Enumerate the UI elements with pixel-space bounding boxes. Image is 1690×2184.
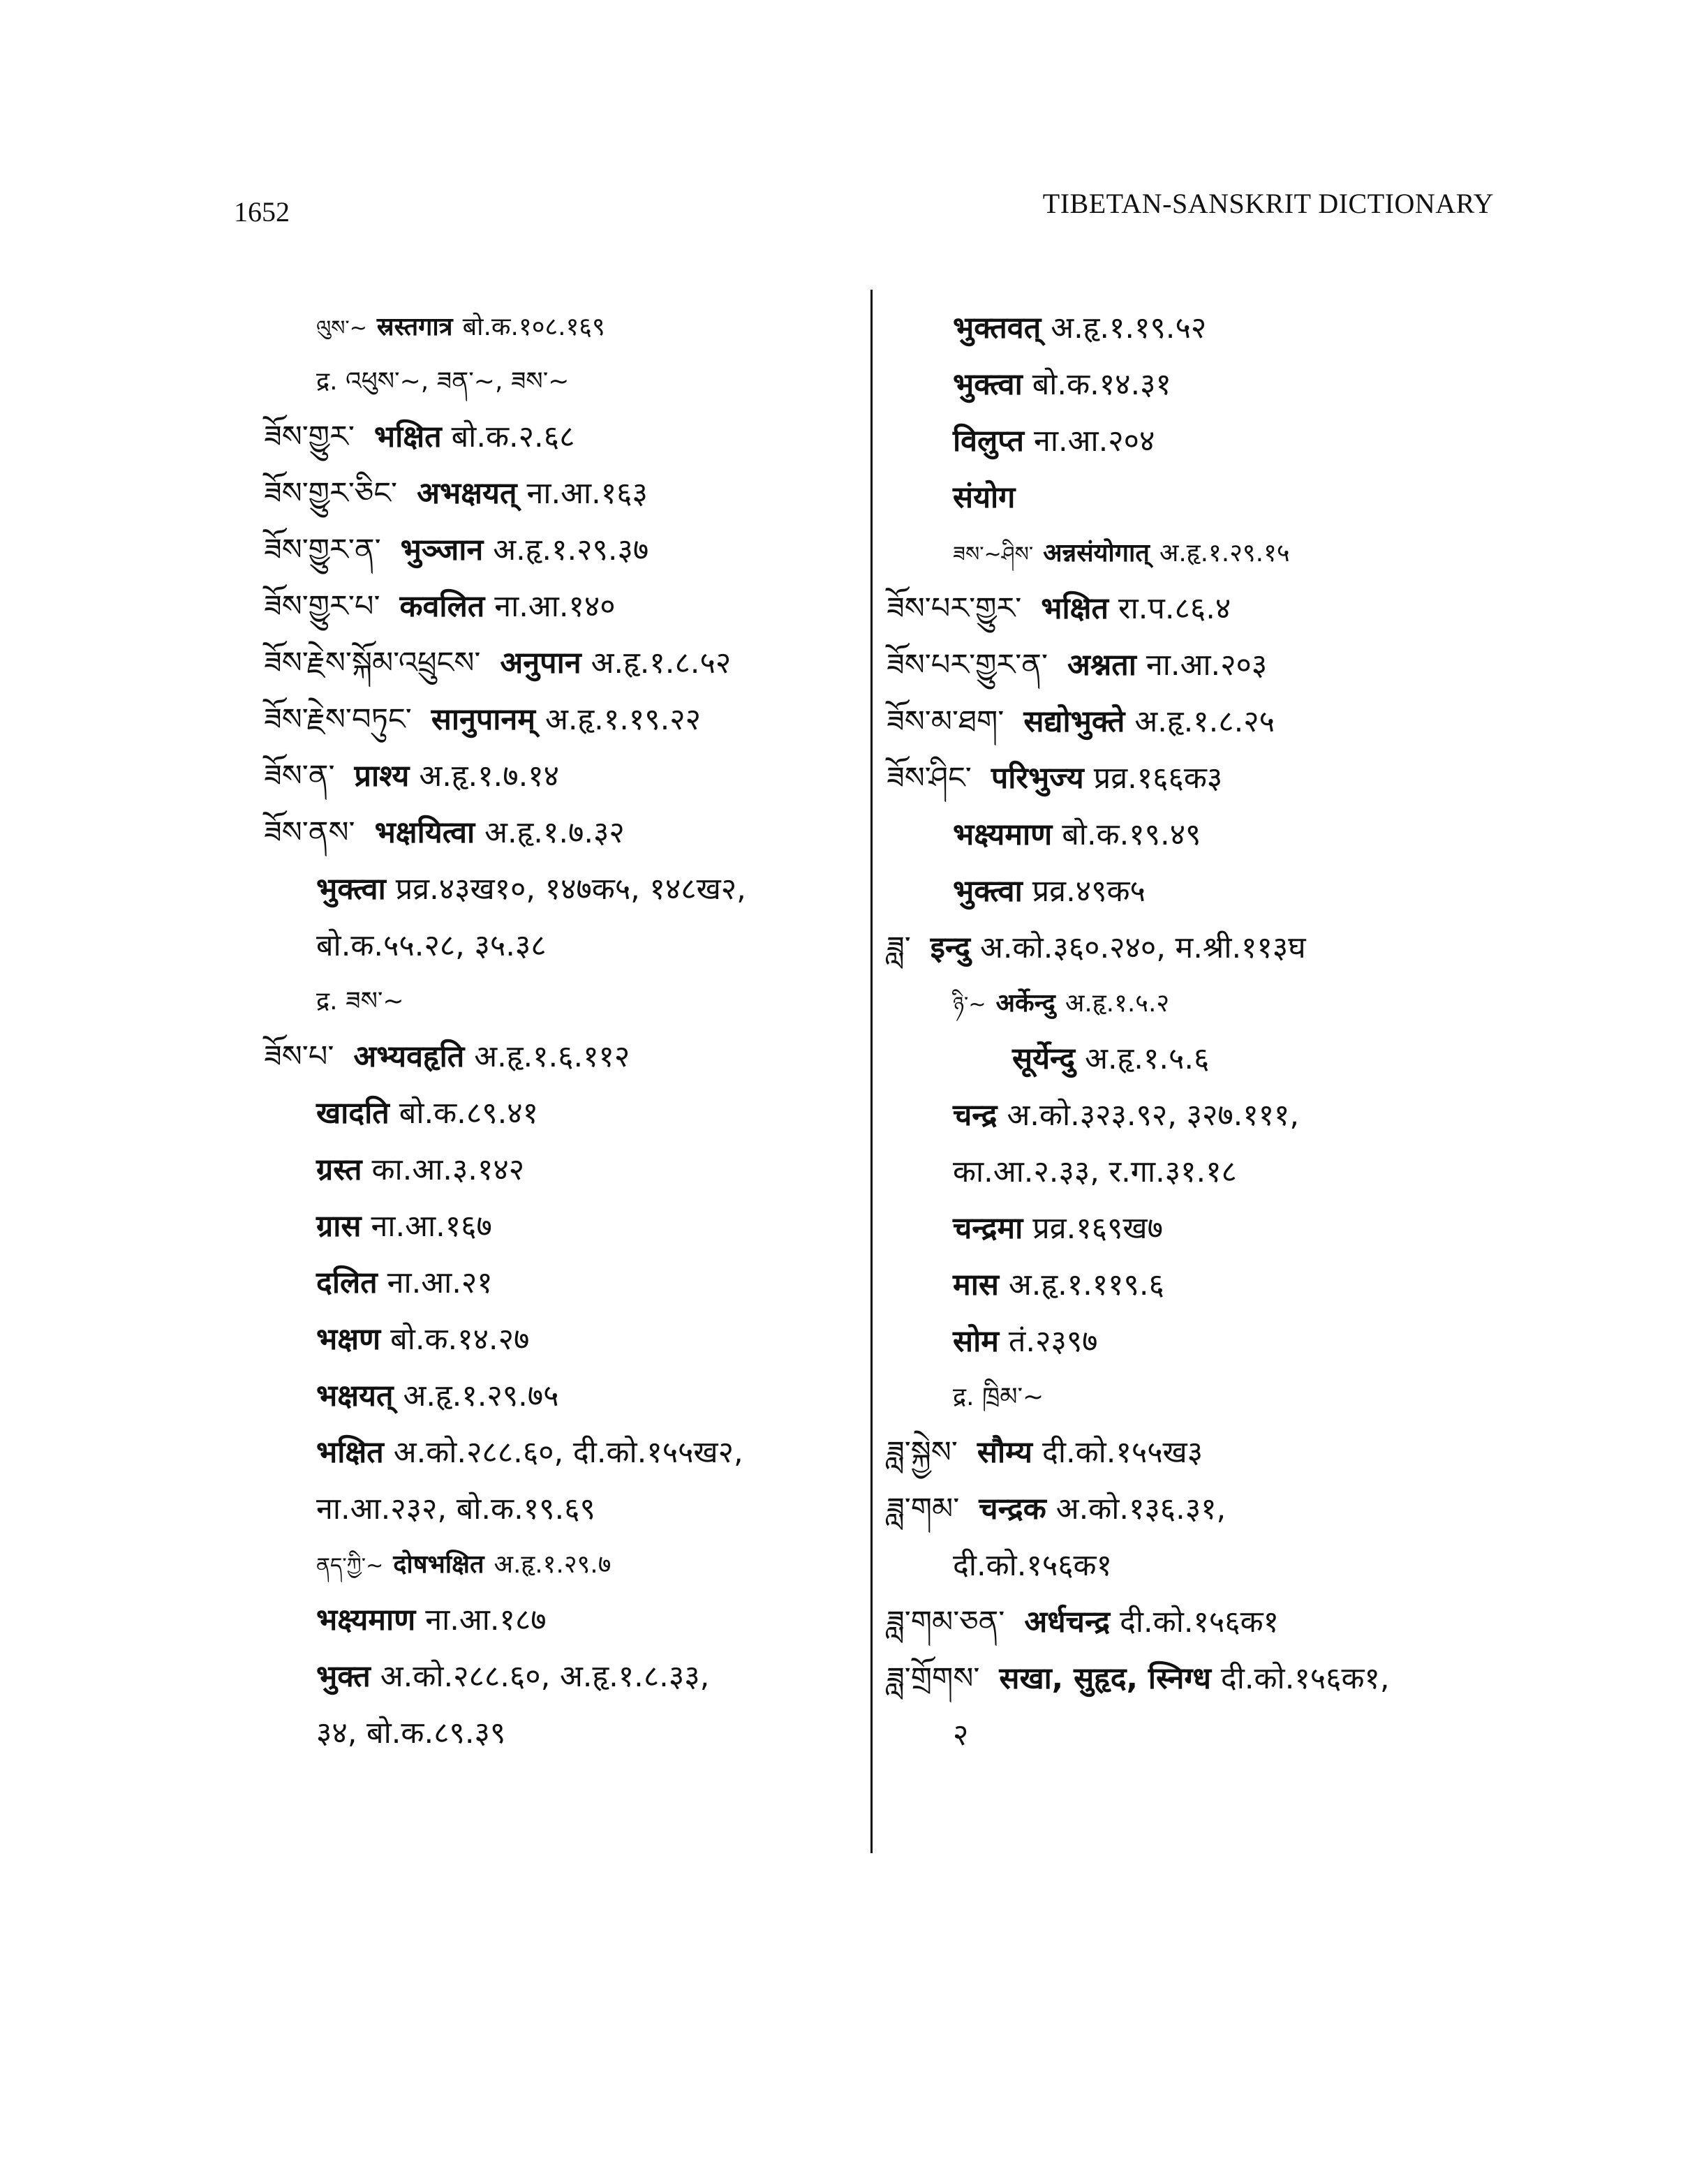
- sanskrit-equivalent: भक्षित: [373, 419, 442, 454]
- tibetan-headword: ཟླ་གམ་: [887, 1492, 960, 1526]
- dictionary-entry-line: [264, 1312, 843, 1368]
- sanskrit-equivalent: भुक्त्वा: [953, 874, 1023, 909]
- source-reference: अ.को.२८८.६०, अ.हृ.१.८.३३,: [380, 1659, 710, 1694]
- dictionary-entry-line: [887, 413, 1515, 470]
- column-divider: [870, 290, 873, 1853]
- sanskrit-equivalent: सौम्य: [977, 1435, 1032, 1470]
- tibetan-headword: ཟོས་གྱུར་: [264, 419, 355, 454]
- source-reference: अ.हृ.१.७.१४: [419, 759, 559, 794]
- source-reference: बो.क.५५.२८, ३५.३८: [316, 928, 547, 963]
- dictionary-entry-line: [887, 750, 1515, 807]
- sanskrit-equivalent: ग्रस्त: [316, 1152, 362, 1187]
- sanskrit-equivalent: भक्षयत्: [316, 1379, 394, 1413]
- sanskrit-equivalent: विलुप्त: [953, 424, 1024, 459]
- sanskrit-equivalent: भुञ्जान: [400, 533, 484, 567]
- dictionary-entry-line: [887, 1651, 1515, 1707]
- dictionary-entry-line: [887, 470, 1515, 526]
- sanskrit-equivalent: परिभुज्य: [991, 761, 1084, 796]
- sanskrit-equivalent: खादति: [316, 1096, 390, 1131]
- source-reference: बो.क.१०८.१६९: [462, 313, 605, 341]
- source-reference: द्र. འཕུས་~, ཟན་~, ཟས་~: [316, 367, 570, 396]
- dictionary-entry-line: [887, 694, 1515, 750]
- dictionary-entry-line: [264, 1085, 843, 1142]
- sanskrit-equivalent: सूर्येन्दु: [1012, 1041, 1076, 1076]
- tibetan-headword: ནད་ཀྱི་~: [316, 1554, 384, 1578]
- dictionary-entry-line: [264, 861, 843, 918]
- running-head: TIBETAN-SANSKRIT DICTIONARY: [1042, 188, 1494, 219]
- source-reference: ना.आ.१८७: [425, 1603, 547, 1637]
- right-column: [887, 300, 1515, 1764]
- dictionary-entry-line: [887, 1087, 1515, 1144]
- sanskrit-equivalent: अर्केन्दु: [995, 989, 1055, 1018]
- tibetan-headword: ཟླ་སྐྱེས་: [887, 1435, 958, 1470]
- source-reference: बो.क.१४.२७: [390, 1322, 530, 1357]
- dictionary-entry-line: [887, 976, 1515, 1031]
- source-reference: अ.हृ.१.१९.५२: [1051, 311, 1207, 346]
- dictionary-entry-line: [264, 748, 843, 805]
- dictionary-entry-line: [887, 920, 1515, 976]
- dictionary-entry-line: [264, 635, 843, 692]
- dictionary-entry-line: [887, 526, 1515, 581]
- tibetan-headword: ཉི་~: [953, 993, 986, 1017]
- source-reference: अ.को.३६०.२४०, म.श्री.११३घ: [980, 930, 1306, 965]
- source-reference: दी.को.१५६क१: [953, 1548, 1112, 1583]
- dictionary-entry-line: [887, 1594, 1515, 1651]
- page-number: 1652: [234, 196, 290, 228]
- sanskrit-equivalent: अभक्षयत्: [417, 476, 517, 511]
- dictionary-entry-line: [264, 1029, 843, 1085]
- source-reference: प्रव्र.४९क५: [1032, 874, 1146, 909]
- dictionary-entry-line: [887, 807, 1515, 863]
- source-reference: अ.हृ.१.५.२: [1065, 989, 1170, 1018]
- dictionary-entry-line: [887, 1538, 1515, 1594]
- sanskrit-equivalent: सोम: [953, 1324, 999, 1359]
- source-reference: दी.को.१५६क१,: [1220, 1661, 1390, 1696]
- tibetan-headword: ཟོས་གྱུར་པ་: [264, 589, 380, 624]
- source-reference: प्रव्र.१६९ख७: [1032, 1211, 1163, 1246]
- source-reference: दी.को.१५६क१: [1120, 1605, 1280, 1640]
- sanskrit-equivalent: मास: [953, 1268, 999, 1302]
- source-reference: ना.आ.२०३: [1146, 648, 1268, 683]
- dictionary-entry-line: [264, 409, 843, 466]
- tibetan-headword: ཟོས་ན་: [264, 759, 335, 794]
- sanskrit-equivalent: भुक्त: [316, 1659, 371, 1694]
- sanskrit-equivalent: भुक्त्वा: [316, 872, 386, 907]
- dictionary-entry-line: [887, 581, 1515, 637]
- tibetan-headword: ཟོས་རྗེས་བཏུང་: [264, 702, 412, 737]
- sanskrit-equivalent: संयोग: [953, 480, 1016, 515]
- source-reference: अ.हृ.१.२९.७५: [403, 1379, 559, 1413]
- tibetan-headword: ཟོས་གྱུར་ཅིང་: [264, 476, 398, 511]
- tibetan-headword: ཟོས་པར་གྱུར་: [887, 591, 1022, 626]
- source-reference: ना.आ.१४०: [494, 589, 616, 624]
- dictionary-entry-line: [264, 1481, 843, 1538]
- tibetan-headword: ལུས་~: [316, 316, 367, 341]
- tibetan-headword: ཟོས་རྗེས་སྐོམ་འཕྲུངས་: [264, 646, 481, 681]
- sanskrit-equivalent: भक्षयित्वा: [374, 815, 475, 850]
- source-reference: बो.क.१४.३१: [1032, 367, 1171, 402]
- sanskrit-equivalent: भक्षण: [316, 1322, 381, 1357]
- dictionary-entry-line: [887, 1031, 1515, 1087]
- source-reference: तं.२३९७: [1008, 1324, 1098, 1359]
- dictionary-entry-line: [264, 1425, 843, 1481]
- source-reference: अ.हृ.१.२९.७: [494, 1550, 611, 1579]
- sanskrit-equivalent: सद्योभुक्ते: [1023, 704, 1125, 739]
- dictionary-entry-line: [264, 1368, 843, 1425]
- sanskrit-equivalent: चन्द्रक: [979, 1492, 1046, 1526]
- dictionary-entry-line: [264, 1255, 843, 1312]
- dictionary-entry-line: [887, 637, 1515, 694]
- source-reference: बो.क.२.६८: [451, 419, 575, 454]
- sanskrit-equivalent: भक्ष्यमाण: [953, 817, 1053, 852]
- source-reference: प्रव्र.१६६क३: [1093, 761, 1223, 796]
- sanskrit-equivalent: अनुपान: [500, 646, 581, 681]
- source-reference: दी.को.१५५ख३: [1042, 1435, 1203, 1470]
- source-reference: अ.हृ.१.२९.१५: [1159, 539, 1290, 567]
- sanskrit-equivalent: भुक्त्वा: [953, 367, 1023, 402]
- source-reference: अ.हृ.१.८.२५: [1134, 704, 1275, 739]
- source-reference: द्र. ཁྲིམ་~: [953, 1383, 1044, 1411]
- dictionary-entry-line: [887, 1370, 1515, 1425]
- dictionary-entry-line: [264, 579, 843, 635]
- dictionary-entry-line: [887, 1314, 1515, 1370]
- source-reference: का.आ.२.३३, र.गा.३१.१८: [953, 1154, 1237, 1189]
- dictionary-entry-line: [887, 1144, 1515, 1201]
- sanskrit-equivalent: इन्दु: [930, 930, 971, 965]
- source-reference: अ.को.३२३.९२, ३२७.१११,: [1007, 1098, 1300, 1133]
- sanskrit-equivalent: स्रस्तगात्र: [376, 313, 453, 341]
- source-reference: द्र. ཟས་~: [316, 987, 404, 1016]
- sanskrit-equivalent: चन्द्रमा: [953, 1211, 1023, 1246]
- dictionary-entry-line: [887, 1707, 1515, 1764]
- source-reference: ना.आ.२०४: [1033, 424, 1155, 459]
- dictionary-entry-line: [264, 918, 843, 974]
- dictionary-entry-line: [264, 974, 843, 1029]
- dictionary-entry-line: [887, 863, 1515, 920]
- source-reference: अ.हृ.१.२९.३७: [493, 533, 649, 567]
- sanskrit-equivalent: अर्धचन्द्र: [1024, 1605, 1111, 1640]
- tibetan-headword: ཟོས་ཤིང་: [887, 761, 972, 796]
- dictionary-entry-line: [887, 357, 1515, 413]
- dictionary-entry-line: [887, 1481, 1515, 1538]
- sanskrit-equivalent: अभ्यवहृति: [353, 1039, 465, 1074]
- source-reference: अ.हृ.१.८.५२: [591, 646, 732, 681]
- sanskrit-equivalent: चन्द्र: [953, 1098, 998, 1133]
- dictionary-entry-line: [264, 805, 843, 861]
- sanskrit-equivalent: सानुपानम्: [431, 702, 535, 737]
- tibetan-headword: ཟོས་ནས་: [264, 815, 355, 850]
- dictionary-entry-line: [264, 300, 843, 355]
- tibetan-headword: ཟླ་: [887, 930, 911, 965]
- sanskrit-equivalent: अश्नता: [1067, 648, 1136, 683]
- dictionary-entry-line: [264, 1538, 843, 1592]
- source-reference: बो.क.८९.४१: [399, 1096, 538, 1131]
- source-reference: अ.हृ.१.७.३२: [484, 815, 625, 850]
- source-reference: बो.क.१९.४९: [1062, 817, 1201, 852]
- source-reference: ३४, बो.क.८९.३९: [316, 1716, 506, 1751]
- sanskrit-equivalent: भुक्तवत्: [953, 311, 1042, 346]
- source-reference: अ.को.२८८.६०, दी.को.१५५ख२,: [393, 1435, 743, 1470]
- source-reference: ना.आ.२१: [387, 1265, 493, 1300]
- sanskrit-equivalent: भक्षित: [1041, 591, 1109, 626]
- source-reference: अ.हृ.१.१९.२२: [545, 702, 701, 737]
- source-reference: अ.को.१३६.३१,: [1055, 1492, 1226, 1526]
- source-reference: रा.प.८६.४: [1118, 591, 1231, 626]
- sanskrit-equivalent: सखा, सुहृद, स्निग्ध: [999, 1661, 1211, 1696]
- source-reference: अ.हृ.१.६.११२: [474, 1039, 630, 1074]
- dictionary-entry-line: [264, 1142, 843, 1198]
- dictionary-entry-line: [264, 355, 843, 409]
- sanskrit-equivalent: प्राश्य: [354, 759, 410, 794]
- sanskrit-equivalent: अन्नसंयोगात्: [1043, 539, 1150, 567]
- sanskrit-equivalent: ग्रास: [316, 1209, 362, 1244]
- source-reference: अ.हृ.१.११९.६: [1008, 1268, 1164, 1302]
- dictionary-entry-line: [887, 1257, 1515, 1314]
- left-column: [264, 300, 843, 1762]
- tibetan-headword: ཟླ་གྲོགས་: [887, 1661, 980, 1696]
- source-reference: अ.हृ.१.५.६: [1085, 1041, 1210, 1076]
- sanskrit-equivalent: भक्षित: [316, 1435, 384, 1470]
- dictionary-entry-line: [264, 1592, 843, 1649]
- source-reference: का.आ.३.१४२: [371, 1152, 525, 1187]
- dictionary-entry-line: [264, 522, 843, 579]
- tibetan-headword: ཟོས་པར་གྱུར་ན་: [887, 648, 1048, 683]
- dictionary-entry-line: [264, 1198, 843, 1255]
- tibetan-headword: ཟོས་པ་: [264, 1039, 334, 1074]
- source-reference: ना.आ.२३२, बो.क.१९.६९: [316, 1492, 595, 1526]
- dictionary-entry-line: [887, 300, 1515, 357]
- dictionary-entry-line: [264, 466, 843, 522]
- tibetan-headword: ཟས་~ཤིས་: [953, 542, 1034, 567]
- sanskrit-equivalent: दोषभक्षित: [393, 1550, 484, 1579]
- dictionary-entry-line: [887, 1201, 1515, 1257]
- tibetan-headword: ཟླ་གམ་ཅན་: [887, 1605, 1005, 1640]
- tibetan-headword: ཟོས་གྱུར་ན་: [264, 533, 381, 567]
- dictionary-entry-line: [264, 1649, 843, 1705]
- tibetan-headword: ཟོས་མ་ཐག་: [887, 704, 1005, 739]
- dictionary-entry-line: [264, 692, 843, 748]
- source-reference: प्रव्र.४३ख१०, १४७क५, १४८ख२,: [395, 872, 746, 907]
- source-reference: ना.आ.१६७: [371, 1209, 492, 1244]
- sanskrit-equivalent: कवलित: [399, 589, 485, 624]
- dictionary-entry-line: [264, 1705, 843, 1762]
- source-reference: ना.आ.१६३: [526, 476, 648, 511]
- sanskrit-equivalent: दलित: [316, 1265, 378, 1300]
- dictionary-entry-line: [887, 1425, 1515, 1481]
- source-reference: २: [953, 1718, 969, 1753]
- sanskrit-equivalent: भक्ष्यमाण: [316, 1603, 416, 1637]
